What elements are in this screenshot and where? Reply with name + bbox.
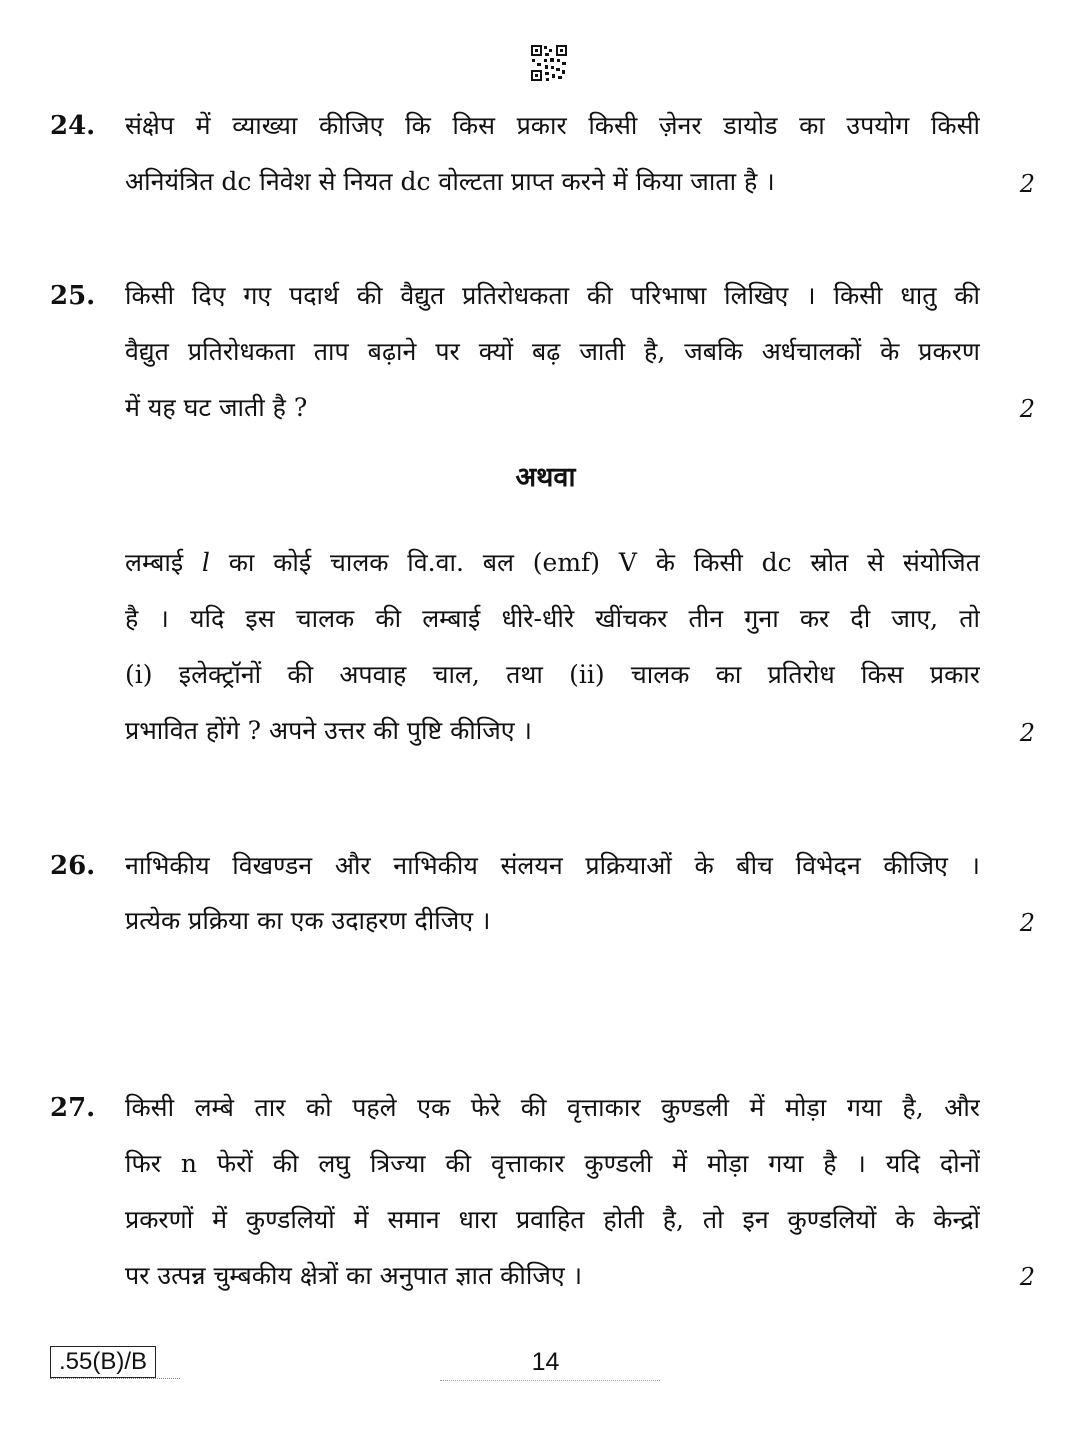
q25-or-line-1-start: लम्बाई	[125, 548, 202, 577]
q27-line-3: प्रकरणों में कुण्डलियों में समान धारा प्रवाहित होती है, तो इन कुण्डलियों के केन्द्रों	[125, 1205, 980, 1234]
page-number: 14	[531, 1348, 560, 1376]
q25-or-line-4: प्रभावित होंगे ? अपने उत्तर की पुष्टि कीजिए ।	[125, 716, 533, 745]
q25-or-marks: 2	[1019, 719, 1035, 747]
q25-line-1: किसी दिए गए पदार्थ की वैद्युत प्रतिरोधकता की परिभाषा लिखिए । किसी धातु की	[125, 281, 980, 310]
q27-line-1: किसी लम्बे तार को पहले एक फेरे की वृत्ताकार कुण्डली में मोड़ा गया है, और	[125, 1093, 980, 1122]
q24-line-1: संक्षेप में व्याख्या कीजिए कि किस प्रकार किसी ज़ेनर डायोड का उपयोग किसी	[125, 111, 980, 140]
q24-marks: 2	[1019, 170, 1035, 198]
question-number-27: 27.	[50, 1093, 96, 1123]
question-number-24: 24.	[50, 111, 96, 141]
paper-code-underline	[50, 1378, 180, 1383]
q25-line-3: में यह घट जाती है ?	[125, 393, 308, 422]
question-number-25: 25.	[50, 281, 96, 311]
q26-line-2: प्रत्येक प्रक्रिया का एक उदाहरण दीजिए ।	[125, 906, 491, 935]
q26-marks: 2	[1019, 909, 1035, 937]
q25-or-line-3: (i) इलेक्ट्रॉनों की अपवाह चाल, तथा (ii) चालक का प्रतिरोध किस प्रकार	[125, 660, 980, 689]
q27-line-2: फिर n फेरों की लघु त्रिज्या की वृत्ताकार कुण्डली में मोड़ा गया है । यदि दोनों	[125, 1149, 980, 1178]
q25-line-2: वैद्युत प्रतिरोधकता ताप बढ़ाने पर क्यों बढ़ जाती है, जबकि अर्धचालकों के प्रकरण	[125, 337, 980, 366]
or-heading: अथवा	[515, 462, 576, 493]
q25-or-line-1-end: का कोई चालक वि.वा. बल (emf) V के किसी dc स्रोत से संयोजित	[209, 548, 980, 577]
q25-marks: 2	[1019, 395, 1035, 423]
paper-code: .55(B)/B	[50, 1346, 156, 1378]
q25-or-line-1	[125, 546, 980, 580]
q24-line-2: अनियंत्रित dc निवेश से नियत dc वोल्टता प्राप्त करने में किया जाता है ।	[125, 167, 775, 196]
q27-line-4: पर उत्पन्न चुम्बकीय क्षेत्रों का अनुपात ज्ञात कीजिए ।	[125, 1261, 583, 1290]
q26-line-1: नाभिकीय विखण्डन और नाभिकीय संलयन प्रक्रियाओं के बीच विभेदन कीजिए ।	[125, 851, 980, 880]
question-number-26: 26.	[50, 851, 96, 881]
footer-microtext-strip	[440, 1380, 660, 1384]
q27-marks: 2	[1019, 1263, 1035, 1291]
length-variable: l	[201, 548, 210, 577]
qr-code-icon	[530, 44, 568, 82]
q25-or-line-2: है । यदि इस चालक की लम्बाई धीरे-धीरे खींचकर तीन गुना कर दी जाए, तो	[125, 604, 980, 633]
